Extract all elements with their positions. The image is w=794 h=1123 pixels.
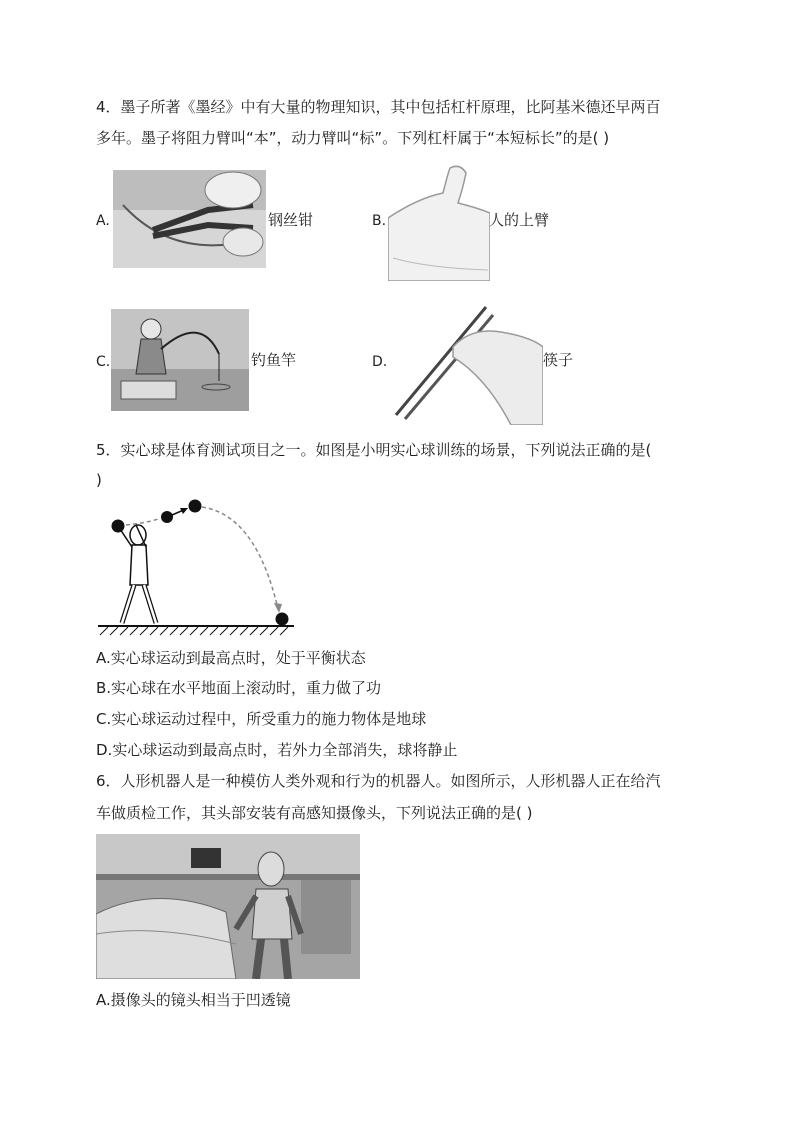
q5-option-a: A.实心球运动到最高点时，处于平衡状态 (96, 649, 366, 667)
q4-option-a-letter: A. (96, 213, 110, 229)
q4-option-a-label: 钢丝钳 (268, 211, 314, 229)
q5-option-d: D.实心球运动到最高点时，若外力全部消失，球将静止 (96, 741, 458, 759)
pliers-photo-icon (113, 170, 266, 268)
q4-option-c-letter: C. (96, 354, 111, 370)
shot-put-trajectory-figure-icon (96, 495, 296, 638)
q5-option-b: B.实心球在水平地面上滚动时，重力做了功 (96, 679, 382, 697)
q6-stem-line2: 车做质检工作，其头部安装有高感知摄像头，下列说法正确的是( ) (96, 804, 533, 822)
q6-option-a: A.摄像头的镜头相当于凹透镜 (96, 991, 291, 1009)
q4-option-d-label: 筷子 (543, 351, 574, 369)
upper-arm-photo-icon (388, 158, 490, 281)
humanoid-robot-factory-photo-icon (96, 834, 360, 979)
q5-option-c: C.实心球运动过程中，所受重力的施力物体是地球 (96, 710, 427, 728)
q5-stem-line2: ) (96, 471, 102, 489)
q6-stem-line1: 6．人形机器人是一种模仿人类外观和行为的机器人。如图所示，人形机器人正在给汽 (96, 772, 661, 790)
q4-stem-line1: 4．墨子所著《墨经》中有大量的物理知识，其中包括杠杆原理，比阿基米德还早两百 (96, 98, 661, 116)
q4-option-c-label: 钓鱼竿 (251, 351, 297, 369)
q4-option-b-label: 人的上臂 (489, 211, 550, 229)
q4-option-d-letter: D. (372, 354, 388, 370)
q5-stem-line1: 5．实心球是体育测试项目之一。如图是小明实心球训练的场景，下列说法正确的是( (96, 441, 652, 459)
q4-stem-line2: 多年。墨子将阻力臂叫“本”，动力臂叫“标”。下列杠杆属于“本短标长”的是( ) (96, 129, 610, 147)
q4-option-b-letter: B. (372, 213, 387, 229)
fishing-rod-cartoon-icon (111, 309, 249, 411)
chopsticks-photo-icon (391, 297, 543, 425)
